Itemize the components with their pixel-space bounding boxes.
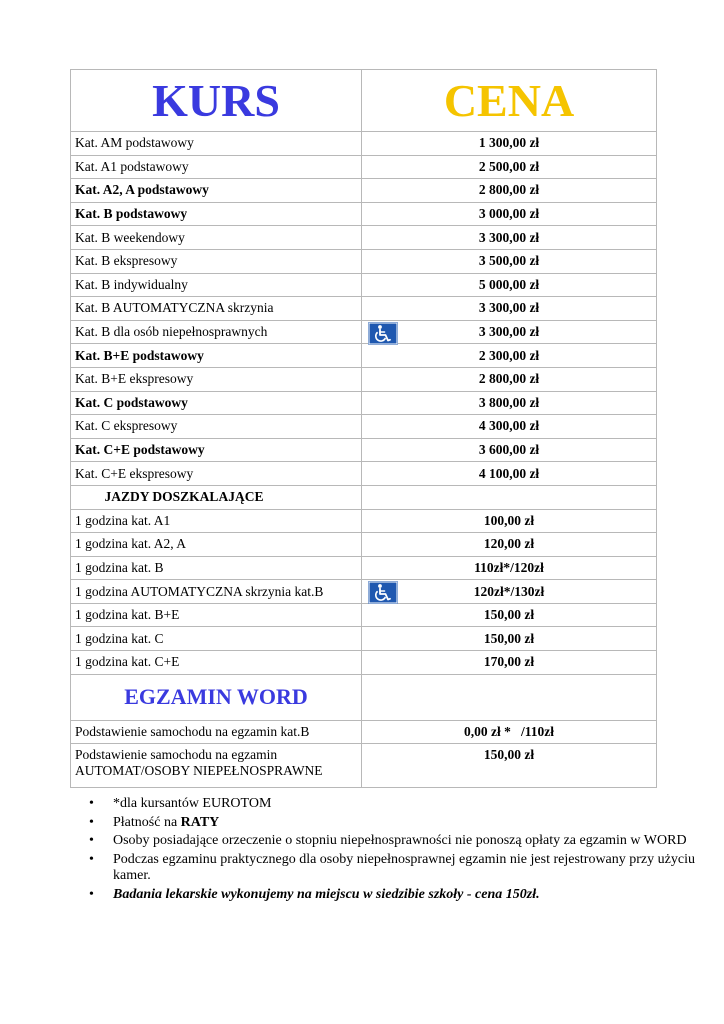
note-item	[113, 815, 713, 832]
table-row	[71, 367, 657, 391]
empty-cell	[362, 674, 657, 720]
table-row	[71, 462, 657, 486]
lesson-price: 150,00 zł	[362, 603, 657, 627]
lesson-name: 1 godzina kat. C+E	[71, 651, 362, 675]
lesson-price: 150,00 zł	[362, 627, 657, 651]
note-text: Badania lekarskie wykonujemy na miejscu w siedzibie szkoły - cena 150zł.	[113, 886, 540, 902]
lesson-name: 1 godzina kat. A1	[71, 509, 362, 533]
table-row	[71, 415, 657, 439]
course-name: Kat. B weekendowy	[71, 226, 362, 250]
lesson-name: 1 godzina kat. B	[71, 556, 362, 580]
header-row	[71, 70, 657, 132]
course-name: Kat. B+E podstawowy	[71, 344, 362, 368]
exam-header-row	[71, 674, 657, 720]
wheelchair-icon	[368, 322, 398, 345]
empty-cell	[362, 485, 657, 509]
lesson-name: 1 godzina kat. A2, A	[71, 533, 362, 557]
lesson-price: 120,00 zł	[362, 533, 657, 557]
lesson-price: 170,00 zł	[362, 651, 657, 675]
note-text: *dla kursantów EUROTOM	[113, 796, 272, 811]
table-row	[71, 580, 657, 604]
course-name: Kat. C+E podstawowy	[71, 438, 362, 462]
course-name: Kat. A2, A podstawowy	[71, 179, 362, 203]
table-row	[71, 720, 657, 744]
course-price: 3 300,00 zł	[362, 226, 657, 250]
course-price: 4 100,00 zł	[362, 462, 657, 486]
note-text: Podczas egzaminu praktycznego dla osoby niepełnosprawnej egzamin nie jest rejestrowany przy użyciu kamer.	[113, 851, 695, 883]
course-name: Kat. B ekspresowy	[71, 249, 362, 273]
exam-item-price: 0,00 zł * /110zł	[362, 720, 657, 744]
course-name: Kat. B podstawowy	[71, 202, 362, 226]
course-name: Kat. B+E ekspresowy	[71, 367, 362, 391]
wheelchair-icon	[368, 581, 398, 604]
course-name: Kat. B indywidualny	[71, 273, 362, 297]
exam-item-name-line1: Podstawienie samochodu na egzamin	[75, 747, 278, 763]
table-row	[71, 556, 657, 580]
course-price: 3 800,00 zł	[362, 391, 657, 415]
exam-item-name: Podstawienie samochodu na egzamin kat.B	[71, 720, 362, 744]
table-row	[71, 297, 657, 321]
table-row	[71, 202, 657, 226]
lesson-price: 110zł*/120zł	[362, 556, 657, 580]
table-row	[71, 344, 657, 368]
exam-item-name-cell	[71, 744, 362, 788]
note-item	[113, 887, 713, 904]
section-header-row	[71, 485, 657, 509]
table-row	[71, 651, 657, 675]
course-name: Kat. AM podstawowy	[71, 132, 362, 156]
table-row	[71, 533, 657, 557]
note-text: Płatność na	[113, 814, 181, 830]
kurs-header: KURS	[71, 70, 362, 132]
course-price: 2 300,00 zł	[362, 344, 657, 368]
course-price: 3 300,00 zł	[362, 297, 657, 321]
course-name: Kat. B AUTOMATYCZNA skrzynia	[71, 297, 362, 321]
table-row	[71, 603, 657, 627]
course-price: 2 500,00 zł	[362, 155, 657, 179]
lesson-name: 1 godzina kat. C	[71, 627, 362, 651]
course-price: 4 300,00 zł	[362, 415, 657, 439]
note-bold-text: RATY	[180, 814, 220, 830]
note-item	[113, 833, 713, 850]
table-row	[71, 155, 657, 179]
table-row	[71, 226, 657, 250]
table-row	[71, 391, 657, 415]
table-row	[71, 179, 657, 203]
course-price: 3 500,00 zł	[362, 249, 657, 273]
course-name: Kat. C podstawowy	[71, 391, 362, 415]
note-item	[113, 852, 713, 885]
exam-item-name-line2: AUTOMAT/OSOBY NIEPEŁNOSPRAWNE	[75, 763, 323, 779]
course-price: 1 300,00 zł	[362, 132, 657, 156]
note-item	[113, 796, 713, 813]
table-row	[71, 249, 657, 273]
course-price-cell	[362, 320, 657, 344]
price-table	[70, 69, 657, 788]
note-text: Osoby posiadające orzeczenie o stopniu niepełnosprawności nie ponoszą opłaty za egzamin w WORD	[113, 833, 687, 848]
lesson-price: 100,00 zł	[362, 509, 657, 533]
course-price: 3 000,00 zł	[362, 202, 657, 226]
lesson-name: 1 godzina AUTOMATYCZNA skrzynia kat.B	[71, 580, 362, 604]
section-title-cell	[71, 485, 362, 509]
course-price: 3 300,00 zł	[478, 324, 540, 340]
course-name: Kat. A1 podstawowy	[71, 155, 362, 179]
exam-title: EGZAMIN WORD	[71, 674, 362, 720]
table-row	[71, 438, 657, 462]
course-price: 2 800,00 zł	[362, 367, 657, 391]
course-name: Kat. C ekspresowy	[71, 415, 362, 439]
course-name: Kat. C+E ekspresowy	[71, 462, 362, 486]
course-price: 2 800,00 zł	[362, 179, 657, 203]
course-price: 3 600,00 zł	[362, 438, 657, 462]
table-row	[71, 509, 657, 533]
table-row	[71, 627, 657, 651]
table-row	[71, 273, 657, 297]
table-row	[71, 132, 657, 156]
notes-list	[70, 796, 713, 905]
table-row	[71, 744, 657, 788]
course-price: 5 000,00 zł	[362, 273, 657, 297]
lesson-price-cell	[362, 580, 657, 604]
lesson-price: 120zł*/130zł	[473, 583, 545, 599]
course-name: Kat. B dla osób niepełnosprawnych	[71, 320, 362, 344]
exam-item-price: 150,00 zł	[362, 744, 657, 788]
table-row	[71, 320, 657, 344]
section-title: JAZDY DOSZKALAJĄCE	[104, 489, 264, 505]
lesson-name: 1 godzina kat. B+E	[71, 603, 362, 627]
cena-header: CENA	[362, 70, 657, 132]
